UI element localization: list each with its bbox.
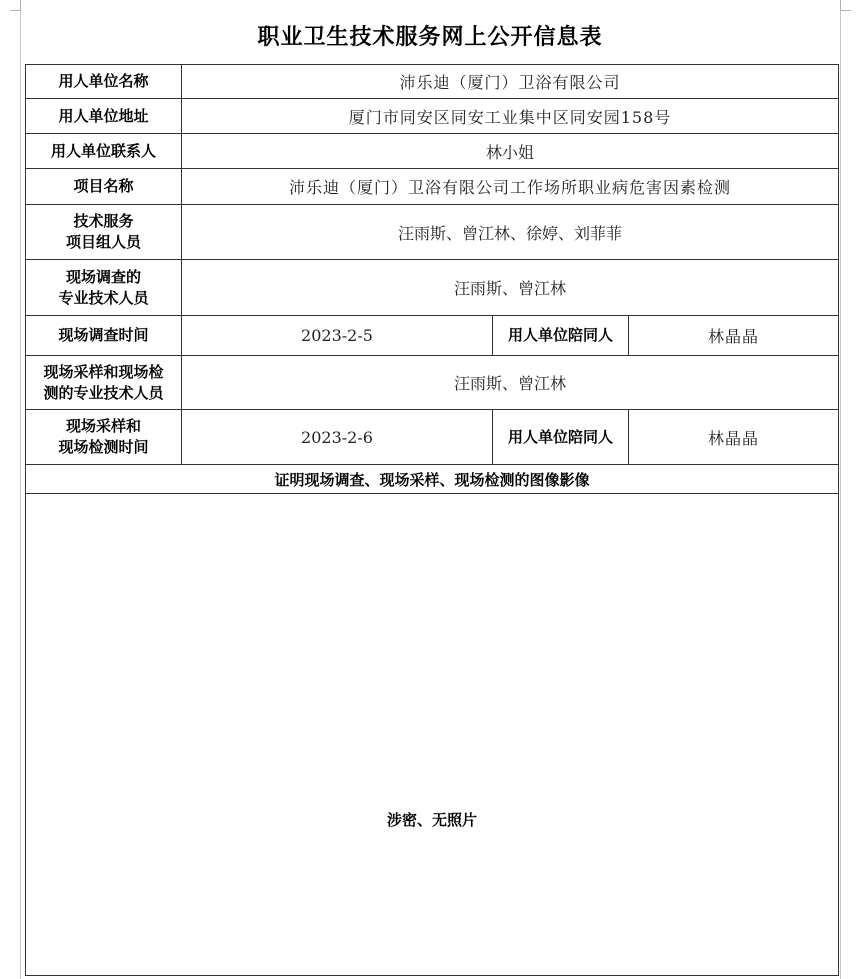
- label-sampling-staff-line2: 测的专业技术人员: [43, 383, 164, 402]
- photo-area: [26, 494, 839, 976]
- row-survey-staff: [26, 260, 839, 316]
- page-corner-mark-left: [10, 0, 21, 11]
- value-project-name: 沛乐迪（厦门）卫浴有限公司工作场所职业病危害因素检测: [182, 169, 839, 205]
- row-sampling-time: [26, 410, 839, 465]
- page-edge-left: [20, 0, 21, 979]
- value-survey-staff: 汪雨斯、曾江林: [182, 260, 839, 316]
- value-sampling-staff: 汪雨斯、曾江林: [182, 356, 839, 410]
- value-employer-contact: 林小姐: [182, 134, 839, 169]
- value-sampling-companion: 林晶晶: [629, 410, 839, 465]
- label-sampling-staff: [26, 356, 182, 410]
- label-survey-time: 现场调查时间: [26, 316, 182, 356]
- label-survey-staff-line2: 专业技术人员: [58, 288, 149, 307]
- row-photo-heading: [26, 465, 839, 494]
- row-sampling-staff: [26, 356, 839, 410]
- label-sampling-companion: 用人单位陪同人: [493, 410, 629, 465]
- row-project-team: [26, 205, 839, 260]
- label-project-name: 项目名称: [26, 169, 182, 205]
- label-employer-address: 用人单位地址: [26, 99, 182, 134]
- label-project-team: [26, 205, 182, 260]
- photo-note: 涉密、无照片: [386, 811, 477, 829]
- value-survey-companion: 林晶晶: [629, 316, 839, 356]
- row-employer-address: [26, 99, 839, 134]
- document-title: 职业卫生技术服务网上公开信息表: [257, 25, 603, 50]
- label-sampling-time-line1: 现场采样和: [65, 417, 141, 435]
- label-project-team-line1: 技术服务: [73, 212, 134, 230]
- label-sampling-staff-line1: 现场采样和现场检: [43, 362, 164, 381]
- row-project-name: [26, 169, 839, 205]
- value-project-team: 汪雨斯、曾江林、徐婷、刘菲菲: [182, 205, 839, 260]
- label-survey-staff: [26, 260, 182, 316]
- row-survey-time: [26, 316, 839, 356]
- row-employer-name: [26, 65, 839, 99]
- label-employer-name: 用人单位名称: [26, 65, 182, 99]
- label-sampling-time: [26, 410, 182, 465]
- photo-section-heading: 证明现场调查、现场采样、现场检测的图像影像: [26, 465, 839, 494]
- row-employer-contact: [26, 134, 839, 169]
- label-project-team-line2: 项目组人员: [65, 233, 141, 251]
- label-survey-companion: 用人单位陪同人: [493, 316, 629, 356]
- value-sampling-time: 2023-2-6: [182, 410, 493, 465]
- value-survey-time: 2023-2-5: [182, 316, 493, 356]
- page-edge-right: [840, 0, 841, 979]
- value-employer-address: 厦门市同安区同安工业集中区同安园158号: [182, 99, 839, 134]
- label-survey-staff-line1: 现场调查的: [65, 267, 141, 286]
- value-employer-name: 沛乐迪（厦门）卫浴有限公司: [182, 65, 839, 99]
- page-corner-mark-right: [840, 0, 851, 11]
- info-table: [25, 64, 839, 976]
- label-sampling-time-line2: 现场检测时间: [58, 438, 149, 456]
- row-photo-area: [26, 494, 839, 976]
- label-employer-contact: 用人单位联系人: [26, 134, 182, 169]
